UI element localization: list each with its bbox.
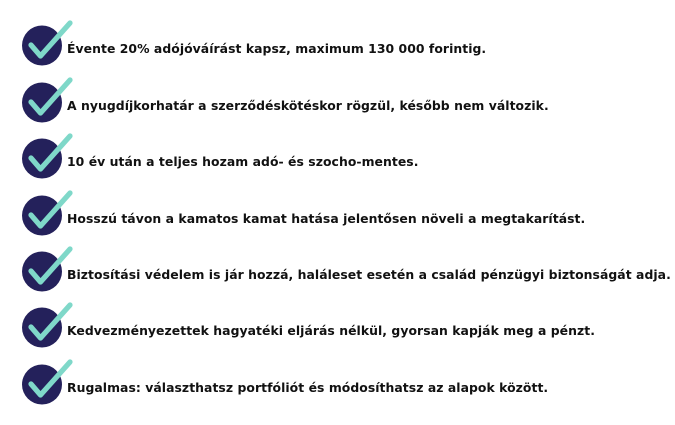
benefit-text: A nyugdíjkorhatár a szerződéskötéskor rögzül, később nem változik. xyxy=(67,97,549,113)
check-circle-icon xyxy=(20,190,66,238)
benefit-text: Kedvezményezettek hagyatéki eljárás nélkül, gyorsan kapják meg a pénzt. xyxy=(67,322,595,338)
check-circle-icon xyxy=(20,246,66,294)
check-circle-icon xyxy=(20,133,66,181)
check-circle-icon xyxy=(20,20,66,68)
check-circle-icon xyxy=(20,302,66,350)
check-circle-icon xyxy=(20,359,66,407)
check-circle-icon xyxy=(20,77,66,125)
benefit-item xyxy=(20,20,486,68)
benefit-item xyxy=(20,133,418,181)
benefit-text: Évente 20% adójóváírást kapsz, maximum 130 000 forintig. xyxy=(67,40,487,56)
benefit-text: Hosszú távon a kamatos kamat hatása jelentősen növeli a megtakarítást. xyxy=(67,210,586,226)
benefit-item xyxy=(20,302,595,350)
benefit-item xyxy=(20,246,671,294)
benefit-text: 10 év után a teljes hozam adó- és szocho-mentes. xyxy=(67,153,419,169)
benefit-text: Rugalmas: választhatsz portfóliót és módosíthatsz az alapok között. xyxy=(67,379,549,395)
benefit-item xyxy=(20,359,548,407)
benefit-item xyxy=(20,77,549,125)
benefit-text: Biztosítási védelem is jár hozzá, haláleset esetén a család pénzügyi biztonságát adja. xyxy=(67,266,671,282)
benefit-item xyxy=(20,190,585,238)
